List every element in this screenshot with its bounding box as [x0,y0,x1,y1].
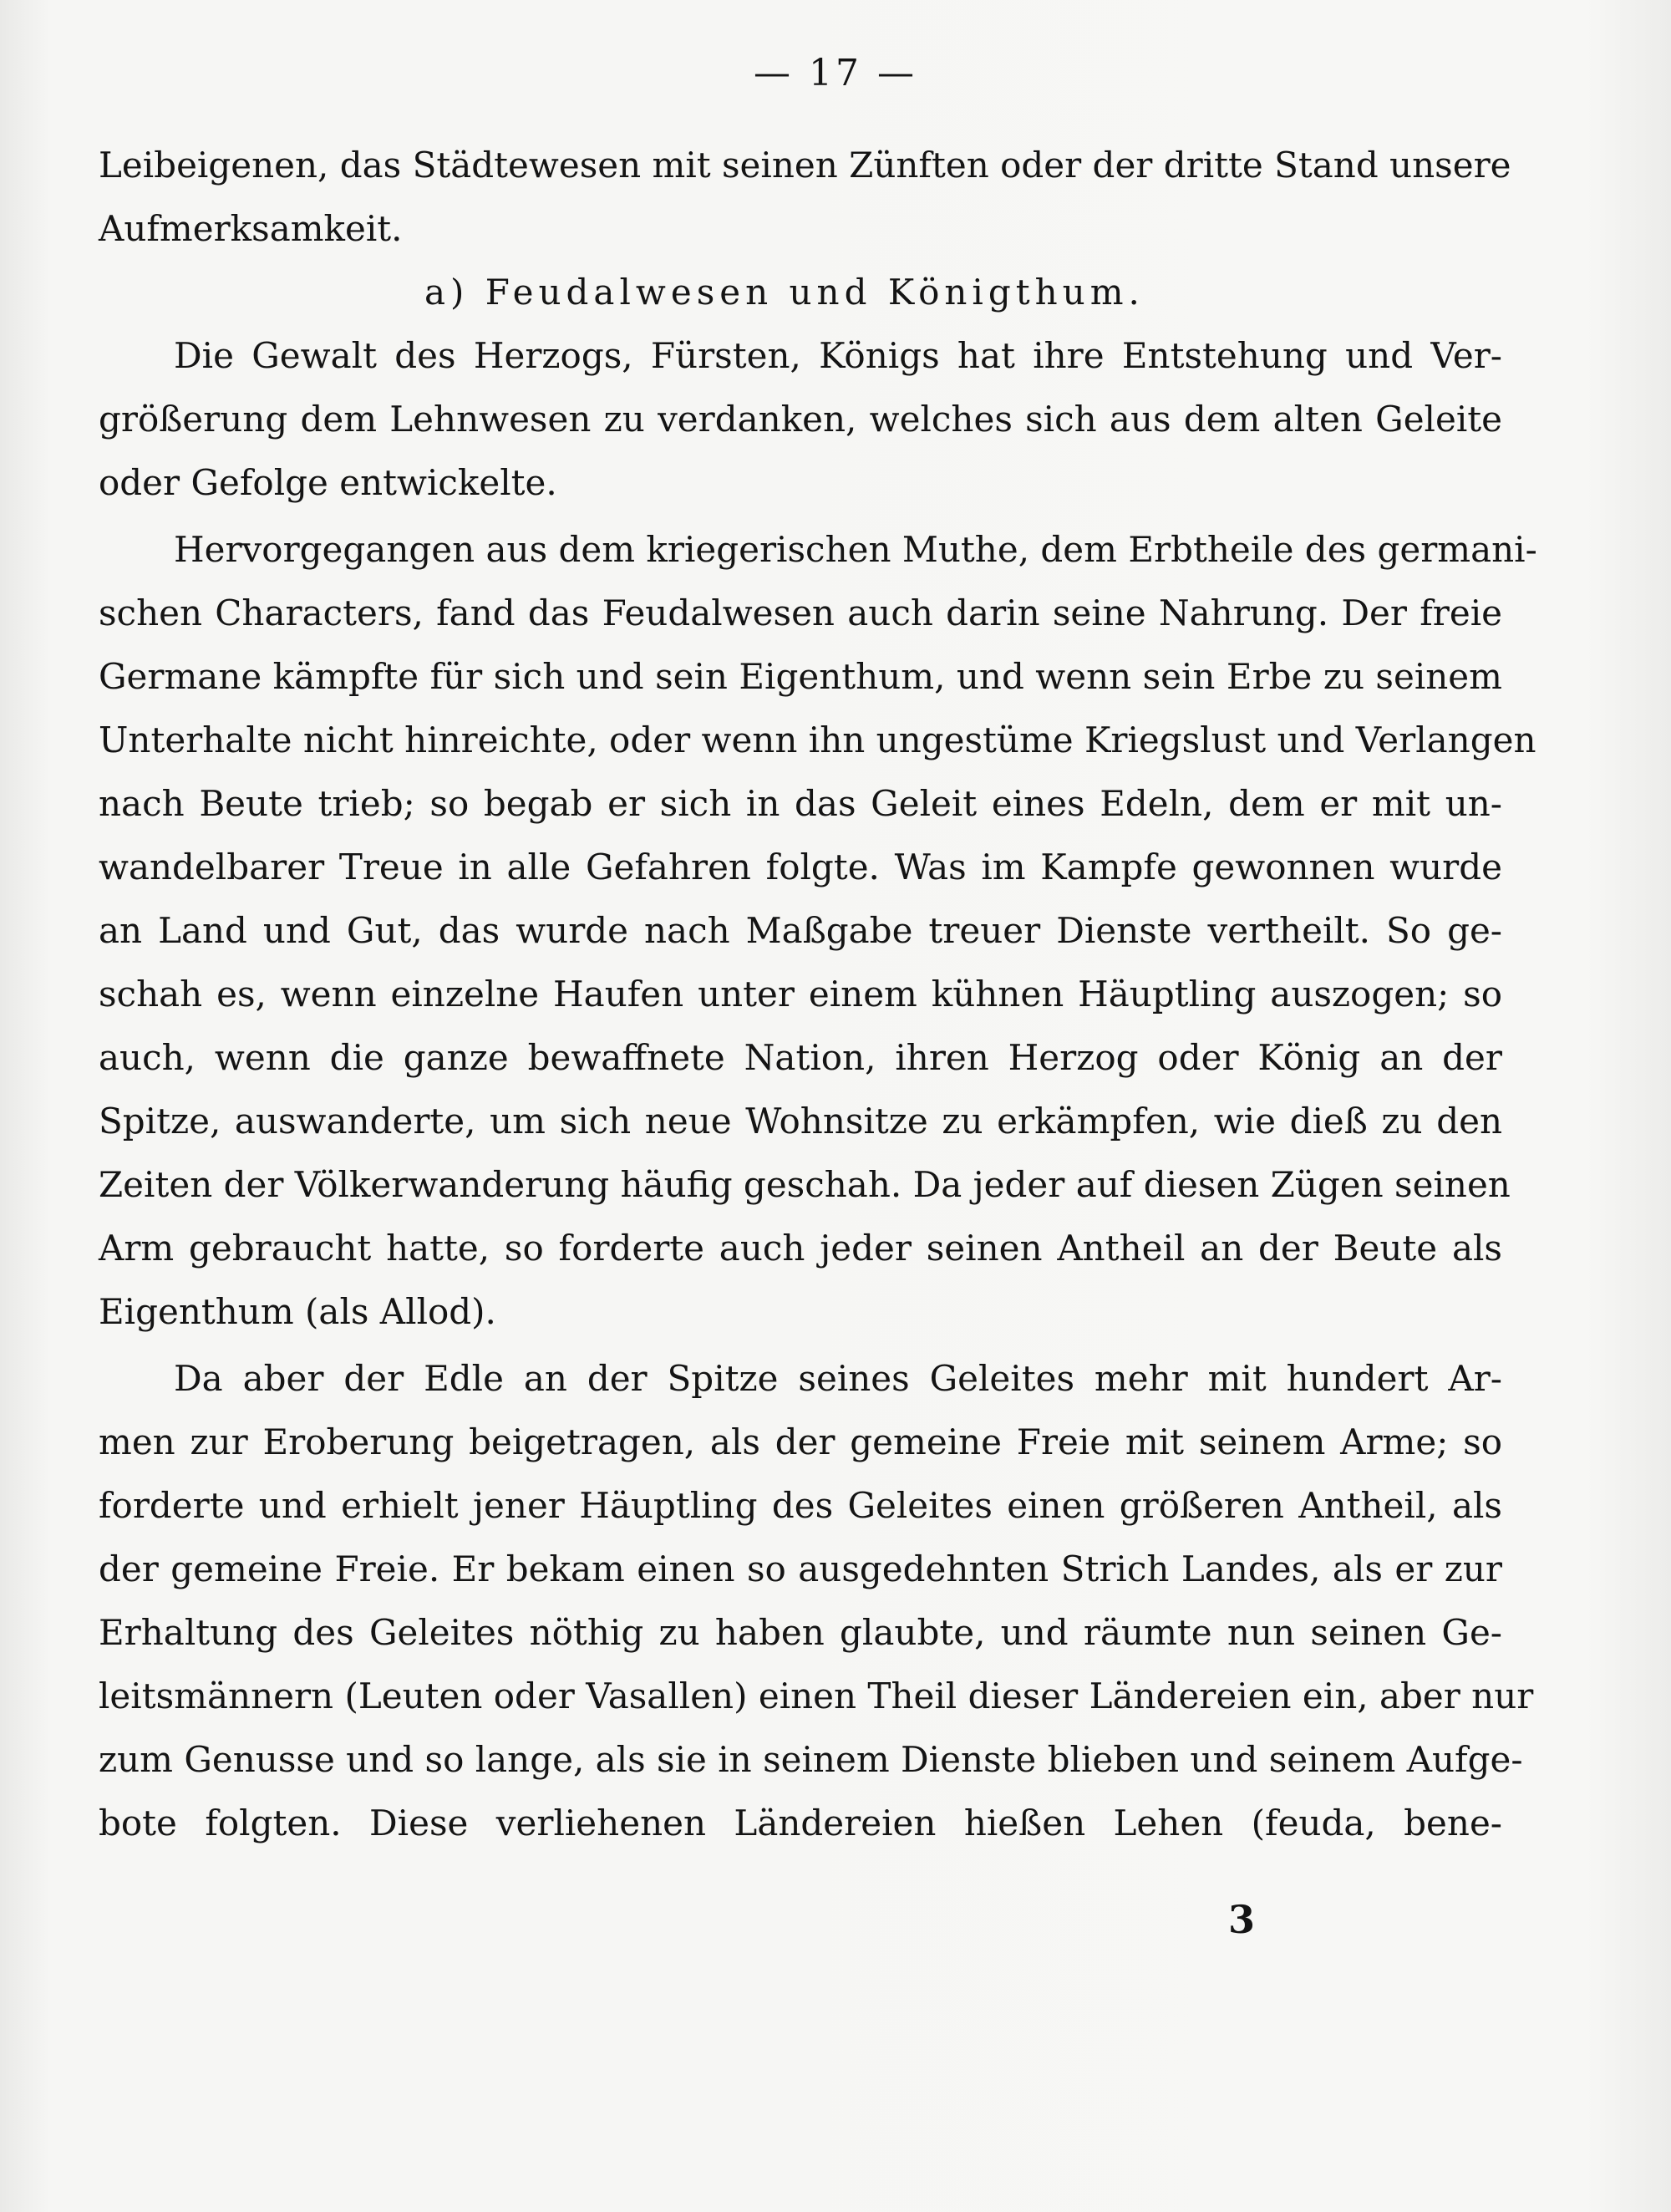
text-line: oder Gefolge entwickelte. [99,462,557,503]
text-line: auch, wenn die ganze bewaffnete Nation, ihren Herzog oder König an der [99,1037,1502,1078]
body-text [99,134,1537,1855]
text-line: Arm gebraucht hatte, so forderte auch jeder seinen Antheil an der Beute als [99,1228,1502,1269]
text-line: Die Gewalt des Herzogs, Fürsten, Königs hat ihre Entstehung und Ver- [174,335,1502,376]
text-line: schen Characters, fand das Feudalwesen auch darin seine Nahrung. Der freie [99,592,1502,633]
text-line: Eigenthum (als Allod). [99,1291,496,1332]
text-line: Da aber der Edle an der Spitze seines Geleites mehr mit hundert Ar- [174,1358,1502,1399]
text-line: der gemeine Freie. Er bekam einen so ausgedehnten Strich Landes, als er zur [99,1548,1502,1589]
text-line: an Land und Gut, das wurde nach Maßgabe treuer Dienste vertheilt. So ge- [99,910,1502,951]
text-line: zum Genusse und so lange, als sie in seinem Dienste blieben und seinem Aufge- [99,1739,1523,1780]
text-line: Unterhalte nicht hinreichte, oder wenn ihn ungestüme Kriegslust und Verlangen [99,720,1536,760]
text-line: Aufmerksamkeit. [99,208,403,249]
text-line: Leibeigenen, das Städtewesen mit seinen Zünften oder der dritte Stand unsere [99,145,1511,186]
text-line: forderte und erhielt jener Häuptling des Geleites einen größeren Antheil, als [99,1485,1502,1526]
text-line: Hervorgegangen aus dem kriegerischen Muthe, dem Erbtheile des germani- [174,529,1537,570]
text-line: schah es, wenn einzelne Haufen unter einem kühnen Häuptling auszogen; so [99,974,1502,1014]
section-heading: a) Feudalwesen und Königthum. [424,272,1145,313]
text-line: bote folgten. Diese verliehenen Ländereien hießen Lehen (feuda, bene- [99,1803,1502,1843]
text-line: Spitze, auswanderte, um sich neue Wohnsitze zu erkämpfen, wie dieß zu den [99,1101,1502,1142]
text-line: Zeiten der Völkerwanderung häufig geschah. Da jeder auf diesen Zügen seinen [99,1164,1511,1205]
text-line: leitsmännern (Leuten oder Vasallen) einen Theil dieser Ländereien ein, aber nur [99,1676,1534,1716]
text-line: wandelbarer Treue in alle Gefahren folgte. Was im Kampfe gewonnen wurde [99,847,1502,887]
page-number: — 17 — [754,52,917,94]
text-line: men zur Eroberung beigetragen, als der gemeine Freie mit seinem Arme; so [99,1421,1502,1462]
text-line: größerung dem Lehnwesen zu verdanken, welches sich aus dem alten Geleite [99,399,1502,440]
text-line: Germane kämpfte für sich und sein Eigenthum, und wenn sein Erbe zu seinem [99,656,1502,697]
text-line: Erhaltung des Geleites nöthig zu haben glaubte, und räumte nun seinen Ge- [99,1612,1502,1653]
text-line: nach Beute trieb; so begab er sich in das Geleit eines Edeln, dem er mit un- [99,783,1502,824]
signature-mark: 3 [1228,1897,1256,1942]
